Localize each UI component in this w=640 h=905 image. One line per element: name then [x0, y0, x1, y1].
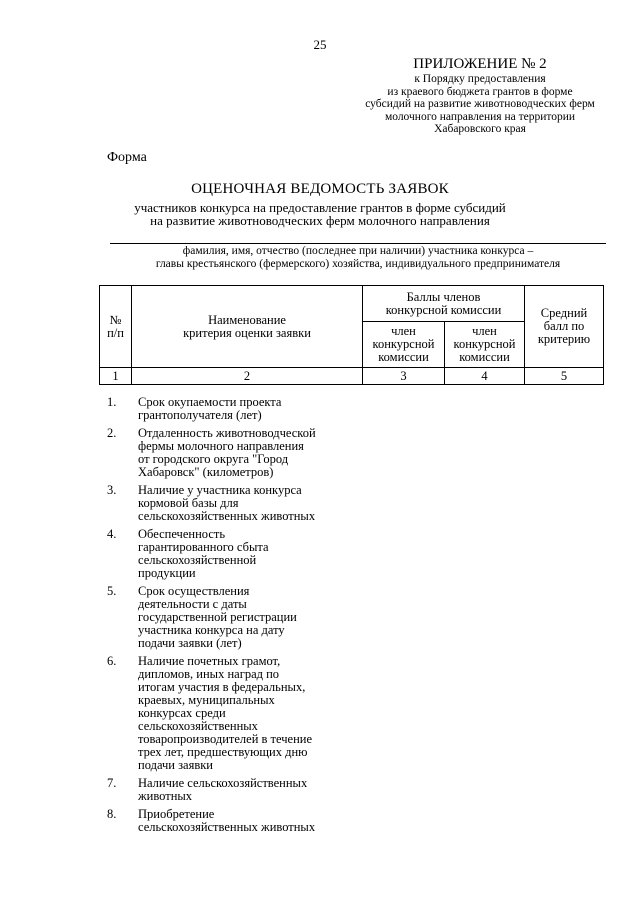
criterion-text-line: гарантированного сбыта: [138, 540, 269, 554]
criterion-text: [138, 484, 368, 523]
column-index: 5: [525, 368, 604, 385]
criterion-text-line: Обеспеченность: [138, 527, 226, 541]
criterion-number: 8.: [107, 807, 117, 821]
criterion-text-line: трех лет, предшествующих дню: [138, 745, 308, 759]
appendix-header: [340, 55, 620, 136]
participant-name-blank: [110, 243, 606, 244]
appendix-line: субсидий на развитие животноводческих ферм: [365, 98, 595, 110]
criterion-number: 6.: [107, 654, 117, 668]
criterion-text: [138, 427, 368, 479]
criterion-text-line: животных: [138, 789, 193, 803]
criterion-text: [138, 777, 368, 803]
document-title: ОЦЕНОЧНАЯ ВЕДОМОСТЬ ЗАЯВОК: [191, 181, 449, 197]
appendix-line: Хабаровского края: [434, 123, 526, 135]
participant-name-caption: [80, 245, 636, 270]
criterion-text-line: Наличие у участника конкурса: [138, 483, 302, 497]
criterion-text: [138, 528, 368, 580]
page-number: 25: [313, 37, 327, 52]
criterion-text-line: Хабаровск" (километров): [138, 465, 274, 479]
criterion-text-line: фермы молочного направления: [138, 439, 304, 453]
criterion-text-line: участника конкурса на дату: [138, 623, 285, 637]
criterion-number: 5.: [107, 584, 117, 598]
criterion-item: [107, 585, 377, 650]
header-average-score: Средний балл по критерию: [525, 286, 604, 368]
criteria-list: [107, 396, 377, 839]
criterion-text-line: дипломов, иных наград по: [138, 667, 280, 681]
criterion-text-line: сельскохозяйственных животных: [138, 820, 316, 834]
criterion-item: [107, 808, 377, 834]
criterion-text-line: краевых, муниципальных: [138, 693, 275, 707]
subtitle-line: участников конкурса на предоставление грантов в форме субсидий: [134, 200, 506, 215]
appendix-line: из краевого бюджета грантов в форме: [387, 85, 573, 98]
criterion-number: 2.: [107, 426, 117, 440]
criterion-text-line: кормовой базы для: [138, 496, 239, 510]
caption-line: фамилия, имя, отчество (последнее при наличии) участника конкурса –: [182, 245, 534, 257]
header-commission-member-1: член конкурсной комиссии: [363, 322, 445, 368]
criterion-text-line: Срок осуществления: [138, 584, 250, 598]
subtitle-line: на развитие животноводческих ферм молочного направления: [150, 213, 490, 228]
criterion-number: 7.: [107, 776, 117, 790]
criterion-text-line: от городского округа "Город: [138, 452, 289, 466]
criterion-text-line: продукции: [138, 566, 196, 580]
criterion-number: 4.: [107, 527, 117, 541]
criterion-item: [107, 427, 377, 479]
criterion-text: [138, 396, 368, 422]
criterion-text-line: Наличие сельскохозяйственных: [138, 776, 308, 790]
column-index: 4: [445, 368, 525, 385]
criterion-text-line: товаропроизводителей в течение: [138, 732, 313, 746]
criterion-text-line: Срок окупаемости проекта: [138, 395, 282, 409]
appendix-line: к Порядку предоставления: [414, 73, 546, 85]
criterion-text-line: сельскохозяйственных: [138, 719, 258, 733]
header-number: № п/п: [100, 286, 132, 368]
criterion-text-line: грантополучателя (лет): [138, 408, 262, 422]
criterion-item: [107, 655, 377, 772]
criterion-text-line: Наличие почетных грамот,: [138, 654, 281, 668]
form-label: Форма: [107, 150, 147, 165]
header-commission-member-2: член конкурсной комиссии: [445, 322, 525, 368]
criterion-text-line: подачи заявки: [138, 758, 213, 772]
criterion-number: 3.: [107, 483, 117, 497]
criterion-text-line: подачи заявки (лет): [138, 636, 242, 650]
criterion-item: [107, 777, 377, 803]
criterion-text: [138, 655, 368, 772]
criterion-text-line: сельскохозяйственной: [138, 553, 257, 567]
criterion-text-line: государственной регистрации: [138, 610, 297, 624]
criterion-text-line: итогам участия в федеральных,: [138, 680, 306, 694]
criterion-text-line: сельскохозяйственных животных: [138, 509, 316, 523]
column-index: 1: [100, 368, 132, 385]
criterion-number: 1.: [107, 395, 117, 409]
criterion-text-line: деятельности с даты: [138, 597, 247, 611]
evaluation-table: [99, 285, 604, 385]
header-criterion: Наименование критерия оценки заявки: [132, 286, 363, 368]
criterion-text: [138, 585, 368, 650]
header-member-scores: Баллы членов конкурсной комиссии: [363, 286, 525, 322]
appendix-line: молочного направления на территории: [384, 110, 576, 123]
appendix-title: ПРИЛОЖЕНИЕ № 2: [413, 56, 547, 72]
criterion-text: [138, 808, 368, 834]
column-index: 3: [363, 368, 445, 385]
criterion-item: [107, 396, 377, 422]
column-index: 2: [132, 368, 363, 385]
criterion-text-line: конкурсах среди: [138, 706, 226, 720]
criterion-text-line: Отдаленность животноводческой: [138, 426, 316, 440]
criterion-item: [107, 484, 377, 523]
document-subtitle: [60, 201, 580, 227]
criterion-item: [107, 528, 377, 580]
caption-line: главы крестьянского (фермерского) хозяйства, индивидуального предпринимателя: [155, 257, 561, 270]
criterion-text-line: Приобретение: [138, 807, 215, 821]
